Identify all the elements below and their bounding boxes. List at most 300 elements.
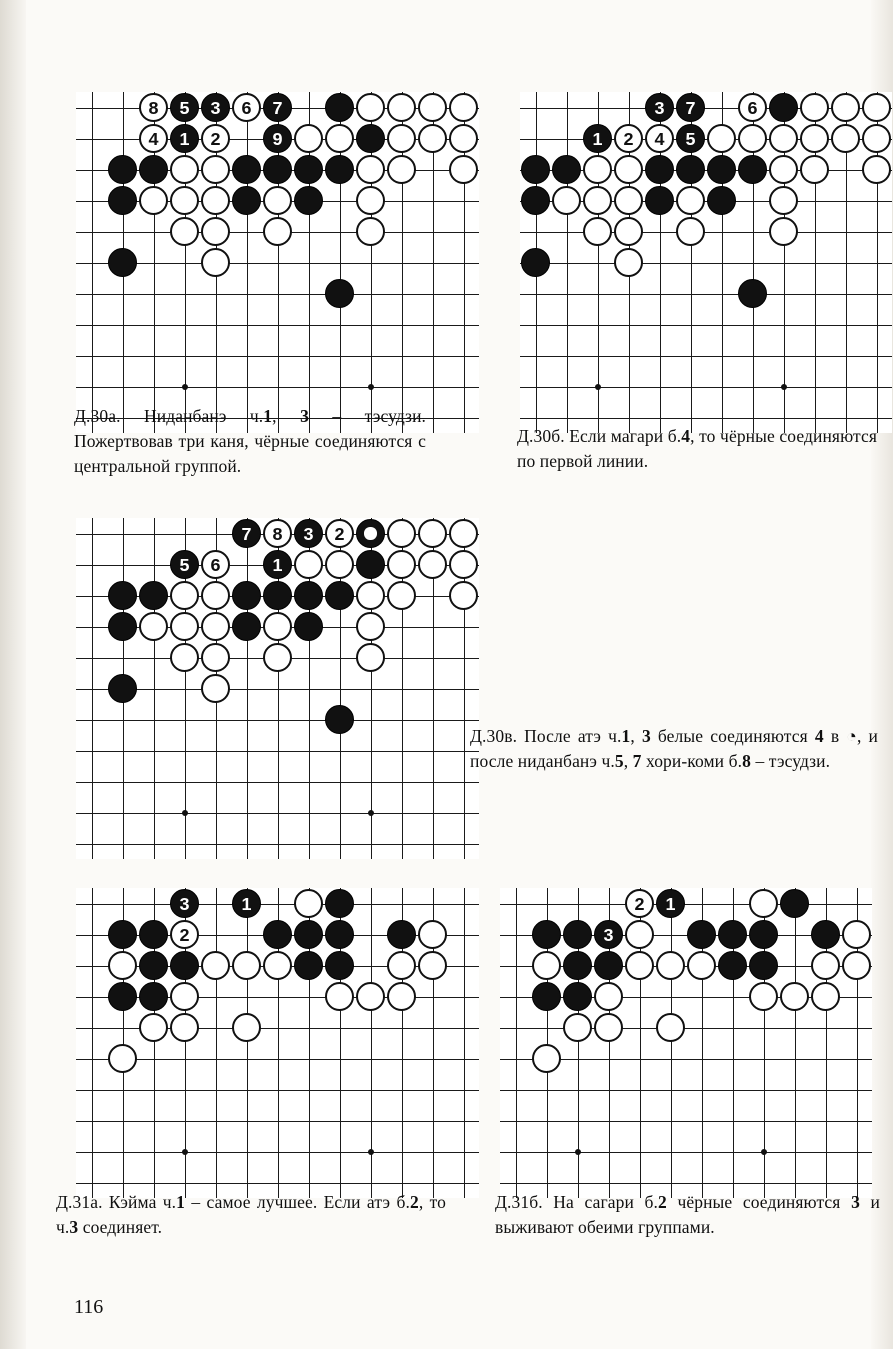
- black-stone: [780, 889, 809, 918]
- caption-emphasis: 8: [742, 750, 751, 771]
- board-grid-line: [567, 92, 569, 433]
- hoshi-point: [182, 384, 188, 390]
- black-stone: [521, 248, 550, 277]
- white-stone: [263, 951, 292, 980]
- stone-move-number: 6: [241, 97, 252, 118]
- white-stone: [676, 186, 705, 215]
- black-stone: [552, 155, 581, 184]
- white-stone: [656, 951, 685, 980]
- white-stone: [614, 124, 643, 153]
- board-grid-line: [795, 888, 797, 1198]
- white-stone: [201, 124, 230, 153]
- white-stone: [418, 951, 447, 980]
- black-stone: [676, 155, 705, 184]
- white-stone: [263, 612, 292, 641]
- board-grid-line: [520, 263, 892, 265]
- white-stone: [387, 550, 416, 579]
- white-stone: [449, 581, 478, 610]
- caption-text: соединяет.: [78, 1216, 163, 1237]
- stone-move-number: 1: [592, 128, 603, 149]
- white-stone: [263, 186, 292, 215]
- white-stone: [108, 951, 137, 980]
- page-number: 116: [74, 1296, 104, 1318]
- caption-text: ,: [272, 406, 301, 426]
- white-stone: [738, 124, 767, 153]
- hoshi-point: [761, 1149, 767, 1155]
- white-stone: [780, 982, 809, 1011]
- black-stone: [294, 581, 323, 610]
- caption-d30b: [517, 424, 877, 474]
- black-stone: [325, 889, 354, 918]
- white-stone: [707, 124, 736, 153]
- board-grid-line: [92, 92, 94, 433]
- white-stone: [842, 951, 871, 980]
- black-stone: [263, 93, 292, 122]
- white-stone: [676, 217, 705, 246]
- white-stone: [108, 1044, 137, 1073]
- black-stone: [139, 155, 168, 184]
- white-stone: [387, 519, 416, 548]
- white-stone: [449, 155, 478, 184]
- black-stone: [263, 550, 292, 579]
- white-stone: [263, 217, 292, 246]
- stone-move-number: 3: [603, 924, 614, 945]
- black-stone: [263, 581, 292, 610]
- black-stone: [232, 581, 261, 610]
- white-stone: [418, 519, 447, 548]
- caption-text: Д.30в. После атэ ч.: [470, 726, 622, 746]
- caption-text: Д.31б. На сагари б.: [495, 1192, 658, 1212]
- black-stone: [645, 186, 674, 215]
- caption-d30v: [470, 724, 878, 774]
- black-stone: [232, 889, 261, 918]
- caption-emphasis: 5: [614, 750, 624, 771]
- black-stone: [563, 982, 592, 1011]
- black-stone: [139, 951, 168, 980]
- white-stone: [583, 155, 612, 184]
- go-board: [500, 888, 872, 1198]
- caption-text: , то ч.: [56, 1192, 447, 1237]
- caption-emphasis: 3: [851, 1192, 860, 1212]
- white-stone: [356, 643, 385, 672]
- black-stone: [232, 519, 261, 548]
- black-stone: [707, 186, 736, 215]
- white-stone: [325, 982, 354, 1011]
- hoshi-point: [182, 810, 188, 816]
- white-stone: [325, 550, 354, 579]
- board-grid-line: [500, 904, 872, 906]
- white-stone: [862, 155, 891, 184]
- black-stone: [769, 93, 798, 122]
- white-stone: [614, 217, 643, 246]
- stone-move-number: 5: [685, 128, 696, 149]
- caption-text: чёрные соединяются: [666, 1192, 852, 1212]
- stone-move-number: 1: [241, 893, 252, 914]
- black-stone: [325, 705, 354, 734]
- white-stone: [614, 155, 643, 184]
- white-stone: [356, 581, 385, 610]
- black-stone: [108, 612, 137, 641]
- white-stone: [170, 217, 199, 246]
- hoshi-point: [781, 384, 787, 390]
- board-grid-line: [247, 92, 249, 433]
- white-stone: [387, 982, 416, 1011]
- caption-text: и выживают обеими группами.: [495, 1192, 880, 1237]
- white-stone: [769, 155, 798, 184]
- white-stone: [625, 889, 654, 918]
- black-stone: [594, 920, 623, 949]
- white-stone: [201, 155, 230, 184]
- white-stone: [139, 93, 168, 122]
- white-stone: [449, 519, 478, 548]
- caption-emphasis: 3: [641, 726, 651, 746]
- black-stone: [645, 155, 674, 184]
- hoshi-point: [182, 1149, 188, 1155]
- hoshi-point: [595, 384, 601, 390]
- white-stone: [738, 93, 767, 122]
- stone-move-number: 3: [210, 97, 221, 118]
- stone-move-number: 2: [334, 523, 345, 544]
- caption-emphasis: 2: [658, 1192, 667, 1212]
- stone-move-number: 7: [272, 97, 283, 118]
- white-stone: [356, 612, 385, 641]
- caption-emphasis: 3: [300, 406, 309, 426]
- white-stone: [356, 217, 385, 246]
- caption-emphasis: 1: [263, 406, 273, 426]
- white-stone: [614, 248, 643, 277]
- black-stone: [170, 889, 199, 918]
- black-stone: [108, 186, 137, 215]
- board-grid-line: [500, 1152, 872, 1154]
- white-stone: [418, 920, 447, 949]
- white-stone: [552, 186, 581, 215]
- caption-emphasis: 3: [69, 1216, 79, 1237]
- black-stone: [139, 982, 168, 1011]
- black-stone: [294, 612, 323, 641]
- white-stone: [201, 550, 230, 579]
- caption-text: – тэсудзи.: [750, 750, 831, 771]
- go-diagram-d30v: [76, 518, 479, 859]
- black-stone: [387, 920, 416, 949]
- black-stone: [356, 550, 385, 579]
- white-stone: [325, 124, 354, 153]
- white-stone: [862, 93, 891, 122]
- black-stone: [325, 951, 354, 980]
- black-stone: [738, 155, 767, 184]
- black-stone: [139, 920, 168, 949]
- board-grid-line: [520, 294, 892, 296]
- black-stone: [294, 951, 323, 980]
- black-stone: [687, 920, 716, 949]
- caption-text: в: [823, 726, 847, 746]
- black-stone: [325, 279, 354, 308]
- white-stone: [532, 1044, 561, 1073]
- black-stone: [170, 124, 199, 153]
- go-diagram-d30b: [520, 92, 892, 433]
- hoshi-point: [368, 384, 374, 390]
- stone-move-number: 2: [210, 128, 221, 149]
- go-board: [76, 888, 479, 1198]
- white-stone: [170, 186, 199, 215]
- black-stone: [108, 982, 137, 1011]
- hoshi-point: [368, 810, 374, 816]
- white-stone: [139, 1013, 168, 1042]
- go-board: [76, 518, 479, 859]
- black-stone: [108, 581, 137, 610]
- black-stone: [108, 248, 137, 277]
- white-stone: [800, 155, 829, 184]
- go-diagram-d31b: [500, 888, 872, 1198]
- go-diagram-d30a: [76, 92, 479, 433]
- white-stone: [387, 951, 416, 980]
- caption-text: , то чёрные соединяются по первой линии.: [517, 426, 877, 471]
- black-stone: [263, 124, 292, 153]
- black-stone: [521, 186, 550, 215]
- stone-move-number: 5: [179, 97, 190, 118]
- white-stone: [449, 124, 478, 153]
- board-grid-line: [500, 1121, 872, 1123]
- black-stone: [325, 93, 354, 122]
- white-stone: [232, 1013, 261, 1042]
- white-stone: [449, 550, 478, 579]
- caption-text: ,: [630, 726, 642, 746]
- white-stone: [170, 612, 199, 641]
- caption-emphasis: 4: [681, 426, 691, 446]
- board-grid-line: [500, 1090, 872, 1092]
- black-stone: [232, 155, 261, 184]
- caption-text: Д.30б. Если магари б.: [517, 426, 682, 446]
- white-stone: [811, 951, 840, 980]
- white-stone: [563, 1013, 592, 1042]
- white-stone: [645, 124, 674, 153]
- stone-move-number: 3: [654, 97, 665, 118]
- white-stone: [862, 124, 891, 153]
- stone-move-number: 4: [148, 128, 159, 149]
- white-stone: [594, 982, 623, 1011]
- hoshi-point: [575, 1149, 581, 1155]
- stone-move-number: 7: [241, 523, 252, 544]
- caption-d30a: [74, 404, 426, 479]
- black-stone: [325, 920, 354, 949]
- black-stone: [563, 920, 592, 949]
- board-grid-line: [500, 1183, 872, 1185]
- white-stone: [201, 951, 230, 980]
- white-stone: [831, 93, 860, 122]
- board-grid-line: [520, 356, 892, 358]
- caption-d31b: [495, 1190, 880, 1240]
- white-stone: [356, 186, 385, 215]
- black-stone: [232, 186, 261, 215]
- caption-emphasis: 1: [621, 726, 631, 746]
- board-grid-line: [520, 232, 892, 234]
- stone-move-number: 7: [685, 97, 696, 118]
- white-stone: [800, 124, 829, 153]
- board-grid-line: [92, 888, 94, 1198]
- board-grid-line: [247, 518, 249, 859]
- black-stone: [676, 124, 705, 153]
- white-stone: [170, 920, 199, 949]
- white-stone: [201, 217, 230, 246]
- white-stone: [594, 1013, 623, 1042]
- caption-text: белые соединяются: [650, 726, 815, 746]
- white-stone: [201, 248, 230, 277]
- white-stone: [232, 951, 261, 980]
- black-stone: [201, 93, 230, 122]
- stone-move-number: 6: [747, 97, 758, 118]
- board-grid-line: [520, 418, 892, 420]
- black-stone: [294, 920, 323, 949]
- white-stone: [800, 93, 829, 122]
- white-stone: [201, 612, 230, 641]
- stone-move-number: 9: [272, 128, 283, 149]
- white-stone: [139, 124, 168, 153]
- black-stone: [325, 155, 354, 184]
- caption-text: ,: [623, 750, 633, 771]
- white-stone: [201, 674, 230, 703]
- board-grid-line: [500, 1028, 872, 1030]
- white-stone: [418, 550, 447, 579]
- white-stone: [170, 581, 199, 610]
- black-stone: [139, 581, 168, 610]
- black-stone: [170, 951, 199, 980]
- caption-emphasis: ◔: [846, 726, 857, 746]
- white-stone: [356, 982, 385, 1011]
- board-grid-line: [516, 888, 518, 1198]
- stone-move-number: 8: [148, 97, 159, 118]
- black-stone: [521, 155, 550, 184]
- stone-move-number: 2: [179, 924, 190, 945]
- white-stone: [139, 612, 168, 641]
- white-stone: [263, 643, 292, 672]
- white-stone: [356, 93, 385, 122]
- stone-move-number: 3: [303, 523, 314, 544]
- black-stone: [263, 155, 292, 184]
- board-grid-line: [464, 888, 466, 1198]
- caption-text: , и после ниданбанэ ч.: [470, 726, 879, 771]
- white-stone: [387, 93, 416, 122]
- white-stone: [614, 186, 643, 215]
- black-stone: [532, 982, 561, 1011]
- white-stone: [170, 643, 199, 672]
- board-grid-line: [92, 518, 94, 859]
- stone-move-number: 1: [272, 554, 283, 575]
- board-grid-line: [154, 518, 156, 859]
- white-stone: [387, 124, 416, 153]
- stone-move-number: 8: [272, 523, 283, 544]
- white-stone: [842, 920, 871, 949]
- black-stone: [108, 920, 137, 949]
- board-grid-line: [520, 387, 892, 389]
- circle-marker-icon: [364, 527, 376, 539]
- white-stone: [769, 186, 798, 215]
- white-stone: [532, 951, 561, 980]
- black-stone: [676, 93, 705, 122]
- black-stone: [294, 186, 323, 215]
- white-stone: [201, 581, 230, 610]
- caption-emphasis: 7: [632, 750, 642, 771]
- white-stone: [769, 124, 798, 153]
- black-stone: [594, 951, 623, 980]
- white-stone: [769, 217, 798, 246]
- hoshi-point: [368, 1149, 374, 1155]
- black-stone: [532, 920, 561, 949]
- board-grid-line: [247, 888, 249, 1198]
- caption-text: Д.31а. Кэйма ч.: [56, 1192, 177, 1212]
- white-stone: [294, 124, 323, 153]
- stone-move-number: 6: [210, 554, 221, 575]
- stone-move-number: 5: [179, 554, 190, 575]
- caption-d31a: [56, 1190, 446, 1240]
- caption-emphasis: 2: [409, 1192, 419, 1212]
- black-stone: [811, 920, 840, 949]
- white-stone: [263, 519, 292, 548]
- black-stone: [294, 519, 323, 548]
- white-stone: [170, 982, 199, 1011]
- white-stone: [139, 186, 168, 215]
- black-stone: [356, 519, 385, 548]
- white-stone: [625, 920, 654, 949]
- caption-text: – самое лучшее. Если атэ б.: [185, 1192, 410, 1212]
- caption-text: – тэсудзи. Пожертвовав три каня, чёрные соединяются с центральной группой.: [74, 406, 427, 476]
- white-stone: [232, 93, 261, 122]
- white-stone: [325, 519, 354, 548]
- stone-move-number: 2: [623, 128, 634, 149]
- white-stone: [294, 889, 323, 918]
- white-stone: [687, 951, 716, 980]
- go-board: [76, 92, 479, 433]
- stone-move-number: 2: [634, 893, 645, 914]
- white-stone: [749, 982, 778, 1011]
- black-stone: [294, 155, 323, 184]
- white-stone: [201, 643, 230, 672]
- black-stone: [563, 951, 592, 980]
- go-diagram-d31a: [76, 888, 479, 1198]
- black-stone: [738, 279, 767, 308]
- white-stone: [583, 217, 612, 246]
- black-stone: [325, 581, 354, 610]
- white-stone: [294, 550, 323, 579]
- white-stone: [625, 951, 654, 980]
- white-stone: [418, 93, 447, 122]
- black-stone: [645, 93, 674, 122]
- white-stone: [170, 1013, 199, 1042]
- black-stone: [263, 920, 292, 949]
- black-stone: [718, 920, 747, 949]
- go-board: [520, 92, 892, 433]
- white-stone: [387, 581, 416, 610]
- white-stone: [583, 186, 612, 215]
- white-stone: [356, 155, 385, 184]
- black-stone: [108, 674, 137, 703]
- caption-text: хори-коми б.: [641, 750, 743, 771]
- black-stone: [232, 612, 261, 641]
- white-stone: [418, 124, 447, 153]
- black-stone: [583, 124, 612, 153]
- white-stone: [201, 186, 230, 215]
- black-stone: [356, 124, 385, 153]
- caption-emphasis: 4: [814, 726, 824, 746]
- caption-emphasis: 1: [176, 1192, 186, 1212]
- white-stone: [656, 1013, 685, 1042]
- black-stone: [718, 951, 747, 980]
- caption-text: Д.30а. Ниданбанэ ч.: [74, 406, 264, 426]
- stone-move-number: 1: [179, 128, 190, 149]
- white-stone: [449, 93, 478, 122]
- white-stone: [387, 155, 416, 184]
- board-grid-line: [671, 888, 673, 1198]
- black-stone: [749, 951, 778, 980]
- board-grid-line: [216, 888, 218, 1198]
